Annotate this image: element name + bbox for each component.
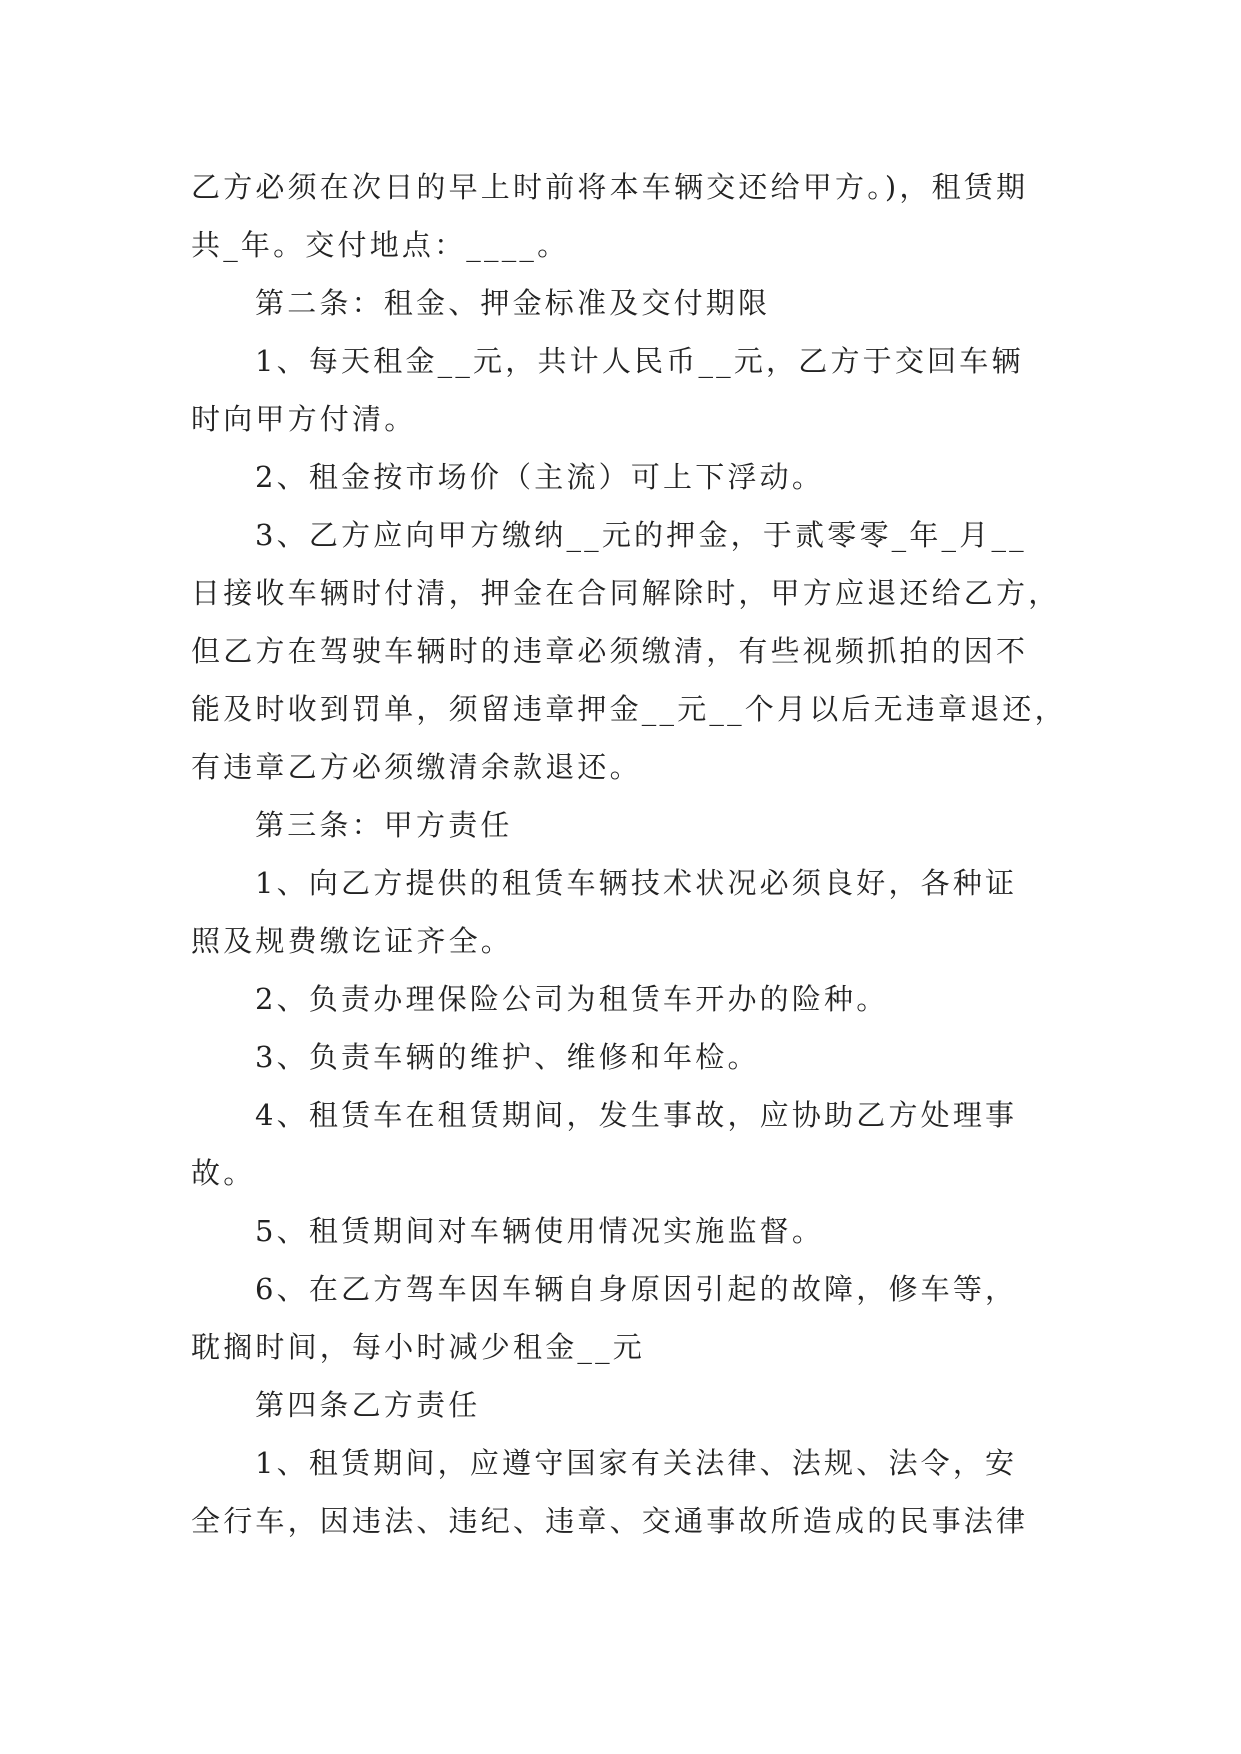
- text-line: 但乙方在驾驶车辆时的违章必须缴清，有些视频抓拍的因不: [191, 634, 1029, 668]
- text-line: 耽搁时间，每小时减少租金__元: [191, 1330, 646, 1364]
- text-line: 5、租赁期间对车辆使用情况实施监督。: [255, 1214, 825, 1248]
- text-line: 1、每天租金__元，共计人民币__元，乙方于交回车辆: [255, 344, 1024, 378]
- text-line: 2、租金按市场价（主流）可上下浮动。: [255, 460, 825, 494]
- text-line: 日接收车辆时付清，押金在合同解除时，甲方应退还给乙方，: [191, 576, 1061, 610]
- text-line: 3、乙方应向甲方缴纳__元的押金，于贰零零_年_月__: [255, 518, 1027, 552]
- text-line: 2、负责办理保险公司为租赁车开办的险种。: [255, 982, 889, 1016]
- text-line: 共_年。交付地点：____。: [191, 228, 570, 262]
- text-line: 全行车，因违法、违纪、违章、交通事故所造成的民事法律: [191, 1504, 1029, 1538]
- text-line: 照及规费缴讫证齐全。: [191, 924, 514, 958]
- text-line: 4、租赁车在租赁期间，发生事故，应协助乙方处理事: [255, 1098, 1018, 1132]
- text-line: 1、向乙方提供的租赁车辆技术状况必须良好，各种证: [255, 866, 1018, 900]
- text-line: 能及时收到罚单，须留违章押金__元__个月以后无违章退还，: [191, 692, 1067, 726]
- document-body: [191, 158, 1067, 1550]
- text-line: 第四条乙方责任: [255, 1388, 481, 1422]
- text-line: 乙方必须在次日的早上时前将本车辆交还给甲方。)，租赁期: [191, 170, 1029, 204]
- text-line: 1、租赁期间，应遵守国家有关法律、法规、法令，安: [255, 1446, 1018, 1480]
- text-line: 时向甲方付清。: [191, 402, 417, 436]
- text-line: 第三条：甲方责任: [255, 808, 513, 842]
- text-line: 故。: [191, 1156, 256, 1190]
- text-line: 6、在乙方驾车因车辆自身原因引起的故障，修车等，: [255, 1272, 1018, 1306]
- text-line: 有违章乙方必须缴清余款退还。: [191, 750, 642, 784]
- text-line: 3、负责车辆的维护、维修和年检。: [255, 1040, 760, 1074]
- text-line: 第二条：租金、押金标准及交付期限: [255, 286, 771, 320]
